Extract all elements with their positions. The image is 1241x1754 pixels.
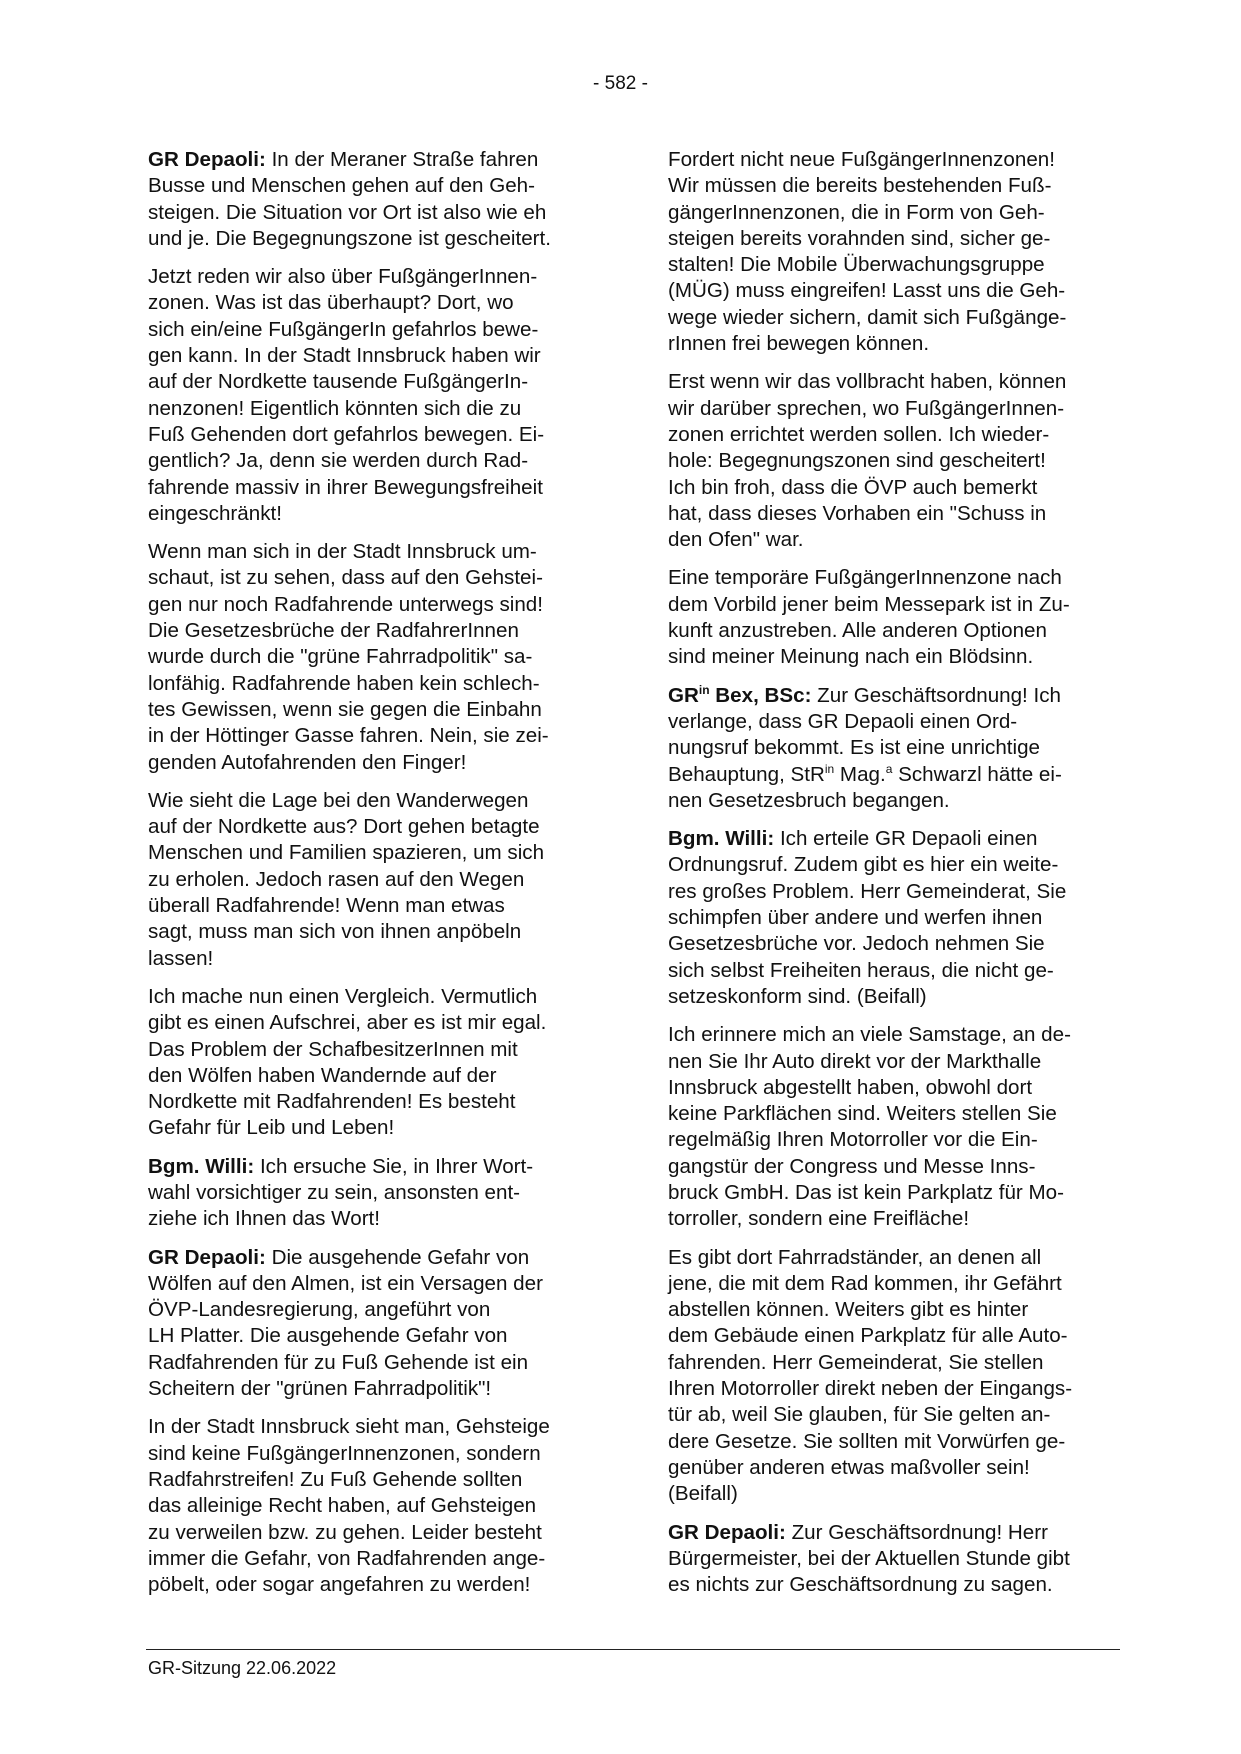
text-line: den Wölfen haben Wandernde auf der xyxy=(148,1063,497,1087)
text-line: Fuß Gehenden dort gefahrlos bewegen. Ei- xyxy=(148,422,545,446)
text-line: setzeskonform sind. (Beifall) xyxy=(668,984,927,1008)
text-line: Es gibt dort Fahrradständer, an denen all xyxy=(668,1245,1042,1269)
text-line: Ordnungsruf. Zudem gibt es hier ein weite- xyxy=(668,853,1059,877)
text-line: und je. Die Begegnungszone ist gescheitert. xyxy=(148,226,551,250)
text-line: (Beifall) xyxy=(668,1482,738,1506)
text-line: zu verweilen bzw. zu gehen. Leider besteht xyxy=(148,1520,542,1544)
text-line: Wenn man sich in der Stadt Innsbruck um- xyxy=(148,540,537,564)
page-number: - 582 - xyxy=(593,73,648,94)
text-line: gentlich? Ja, denn sie werden durch Rad- xyxy=(148,449,529,473)
text-line: schaut, ist zu sehen, dass auf den Gehstei- xyxy=(148,566,543,590)
text-line: auf der Nordkette tausende FußgängerIn- xyxy=(148,370,529,394)
text-line: rInnen frei bewegen können. xyxy=(668,332,930,356)
footer-session-date: GR-Sitzung 22.06.2022 xyxy=(148,1658,337,1678)
text-line: schimpfen über andere und werfen ihnen xyxy=(668,906,1043,930)
text-line: steigen. Die Situation vor Ort ist also wie eh xyxy=(148,200,547,224)
text-line: in der Höttinger Gasse fahren. Nein, sie zei- xyxy=(148,724,549,748)
text-line: dere Gesetze. Sie sollten mit Vorwürfen ge- xyxy=(668,1429,1066,1453)
text-line: Ich erinnere mich an viele Samstage, an de- xyxy=(668,1023,1071,1047)
text-line: sich selbst Freiheiten heraus, die nicht ge- xyxy=(668,958,1054,982)
text-line: verlange, dass GR Depaoli einen Ord- xyxy=(668,709,1018,733)
text-line: Ihren Motorroller direkt neben der Eingangs- xyxy=(668,1377,1073,1401)
text-line: nen Gesetzesbruch begangen. xyxy=(668,788,950,812)
text-line: zonen. Was ist das überhaupt? Dort, wo xyxy=(148,291,514,315)
paragraph xyxy=(148,264,590,527)
paragraph xyxy=(668,147,1110,357)
paragraph xyxy=(668,826,1110,1010)
text-line: Ich mache nun einen Vergleich. Vermutlich xyxy=(148,984,538,1008)
text-line: lassen! xyxy=(148,946,214,970)
text-line: sind keine FußgängerInnenzonen, sondern xyxy=(148,1441,541,1465)
text-line: Nordkette mit Radfahrenden! Es besteht xyxy=(148,1090,516,1114)
text-line: Zur Geschäftsordnung! Herr xyxy=(785,1520,1048,1544)
text-line: gängerInnenzonen, die in Form von Geh- xyxy=(668,200,1045,224)
text-line: Wölfen auf den Almen, ist ein Versagen der xyxy=(148,1271,543,1295)
text-line: Eine temporäre FußgängerInnenzone nach xyxy=(668,566,1062,590)
text-line: pöbelt, oder sogar angefahren zu werden! xyxy=(148,1573,531,1597)
text-line: genüber anderen etwas maßvoller sein! xyxy=(668,1455,1030,1479)
text-line: (MÜG) muss eingreifen! Lasst uns die Geh- xyxy=(668,279,1066,303)
text-line: Radfahrenden für zu Fuß Gehende ist ein xyxy=(148,1350,529,1374)
text-line: In der Stadt Innsbruck sieht man, Gehsteige xyxy=(148,1415,550,1439)
text-line: Innsbruck abgestellt haben, obwohl dort xyxy=(668,1075,1033,1099)
text-line: nungsruf bekommt. Es ist eine unrichtige xyxy=(668,736,1041,760)
speaker-label: GR Depaoli: xyxy=(148,1245,266,1269)
text-line: Scheitern der "grünen Fahrradpolitik"! xyxy=(148,1377,492,1401)
text-line: steigen bereits vorahnden sind, sicher ge- xyxy=(668,226,1051,250)
text-line: Radfahrstreifen! Zu Fuß Gehende sollten xyxy=(148,1467,523,1491)
paragraph xyxy=(148,147,590,252)
text-line: Behauptung, StR xyxy=(668,762,825,786)
text-line: Fordert nicht neue FußgängerInnenzonen! xyxy=(668,148,1055,171)
text-line: keine Parkflächen sind. Weiters stellen Sie xyxy=(668,1102,1057,1126)
text-line: ziehe ich Ihnen das Wort! xyxy=(148,1207,381,1231)
text-line: dem Vorbild jener beim Messepark ist in Zu- xyxy=(668,592,1070,616)
text-line: genden Autofahrenden den Finger! xyxy=(148,750,467,774)
speaker-label: Bgm. Willi: xyxy=(148,1154,255,1178)
text-line: auf der Nordkette aus? Dort gehen betagte xyxy=(148,815,540,839)
text-line: Wir müssen die bereits bestehenden Fuß- xyxy=(668,174,1052,198)
text-line: fahrenden. Herr Gemeinderat, Sie stellen xyxy=(668,1350,1044,1374)
paragraph xyxy=(148,1245,590,1403)
text-line: regelmäßig Ihren Motorroller vor die Ein- xyxy=(668,1128,1038,1152)
text-line: bruck GmbH. Das ist kein Parkplatz für Mo- xyxy=(668,1180,1064,1204)
text-line: gen kann. In der Stadt Innsbruck haben wir xyxy=(148,344,541,368)
text-line: Ich erteile GR Depaoli einen xyxy=(774,827,1038,851)
text-line: zonen errichtet werden sollen. Ich wieder- xyxy=(668,422,1050,446)
text-line: nenzonen! Eigentlich könnten sich die zu xyxy=(148,396,522,420)
speaker-label: GR Depaoli: xyxy=(148,148,266,171)
speaker-label: $GR^{in}$ Bex, BSc: xyxy=(668,682,812,707)
text-line: jene, die mit dem Rad kommen, ihr Gefährt xyxy=(668,1271,1062,1295)
speaker-label: GR Depaoli: xyxy=(668,1520,786,1544)
text-line: wahl vorsichtiger zu sein, ansonsten ent- xyxy=(148,1180,521,1204)
paragraph: $GR^{in}$ Bex, BSc: Zur Geschäftsordnung! Ich verlange, dass GR Depaoli einen Ord- nungsruf bekommt. Es ist eine unrichtige Behauptung, StR$^{in}$ Mag.$^a$ Schwarzl hätte ei- nen Gesetzesbruch begangen. xyxy=(668,683,1110,814)
text-line: zu erholen. Jedoch rasen auf den Wegen xyxy=(148,867,525,891)
paragraph xyxy=(148,539,590,776)
text-line: Ich bin froh, dass die ÖVP auch bemerkt xyxy=(668,475,1038,499)
text-line: Erst wenn wir das vollbracht haben, können xyxy=(668,370,1067,394)
text-line: stalten! Die Mobile Überwachungsgruppe xyxy=(668,253,1045,277)
text-line: gangstür der Congress und Messe Inns- xyxy=(668,1154,1036,1178)
footer-divider xyxy=(146,1649,1120,1650)
text-line: dem Gebäude einen Parkplatz für alle Auto- xyxy=(668,1324,1068,1348)
text-line: Jetzt reden wir also über FußgängerInnen- xyxy=(148,265,538,289)
text-line: wurde durch die "grüne Fahrradpolitik" sa- xyxy=(148,645,533,669)
right-column xyxy=(668,147,1110,1610)
text-line: Die Gesetzesbrüche der RadfahrerInnen xyxy=(148,619,519,643)
text-line: Gesetzesbrüche vor. Jedoch nehmen Sie xyxy=(668,932,1045,956)
text-line: Zur Geschäftsordnung! Ich xyxy=(811,683,1061,707)
text-line: Das Problem der SchafbesitzerInnen mit xyxy=(148,1037,518,1061)
text-line: abstellen können. Weiters gibt es hinter xyxy=(668,1298,1029,1322)
text-line: sagt, muss man sich von ihnen anpöbeln xyxy=(148,920,522,944)
text-line: wir darüber sprechen, wo FußgängerInnen- xyxy=(668,396,1065,420)
text-line: gen nur noch Radfahrende unterwegs sind! xyxy=(148,592,543,616)
paragraph xyxy=(668,369,1110,553)
text-line: immer die Gefahr, von Radfahrenden ange- xyxy=(148,1546,546,1570)
text-line: überall Radfahrende! Wenn man etwas xyxy=(148,894,505,918)
text-line: gibt es einen Aufschrei, aber es ist mir egal. xyxy=(148,1011,547,1035)
paragraph xyxy=(148,1414,590,1598)
text-line: das alleinige Recht haben, auf Gehsteigen xyxy=(148,1494,537,1518)
text-line: torroller, sondern eine Freifläche! xyxy=(668,1207,970,1231)
text-line: hat, dass dieses Vorhaben ein "Schuss in xyxy=(668,501,1047,525)
text-line: lonfähig. Radfahrende haben kein schlech- xyxy=(148,671,540,695)
text-line: nen Sie Ihr Auto direkt vor der Markthalle xyxy=(668,1049,1042,1073)
text-line: hole: Begegnungszonen sind gescheitert! xyxy=(668,449,1046,473)
text-line: Menschen und Familien spazieren, um sich xyxy=(148,841,545,865)
text-line: Bürgermeister, bei der Aktuellen Stunde gibt xyxy=(668,1546,1070,1570)
text-line: sich ein/eine FußgängerIn gefahrlos bewe- xyxy=(148,317,539,341)
speaker-label: Bgm. Willi: xyxy=(668,827,775,851)
paragraph xyxy=(148,1154,590,1233)
text-line: Busse und Menschen gehen auf den Geh- xyxy=(148,174,535,198)
text-line: wege wieder sichern, damit sich Fußgänge- xyxy=(668,305,1067,329)
paragraph xyxy=(668,1520,1110,1599)
paragraph xyxy=(668,565,1110,670)
text-line: Ich ersuche Sie, in Ihrer Wort- xyxy=(254,1154,534,1178)
text-line: den Ofen" war. xyxy=(668,528,804,552)
left-column xyxy=(148,147,590,1610)
text-line: fahrende massiv in ihrer Bewegungsfreiheit xyxy=(148,475,543,499)
text-line: tür ab, weil Sie glauben, für Sie gelten an- xyxy=(668,1403,1051,1427)
paragraph xyxy=(148,788,590,972)
text-line: res großes Problem. Herr Gemeinderat, Sie xyxy=(668,879,1067,903)
text-line: Gefahr für Leib und Leben! xyxy=(148,1116,395,1140)
text-line: In der Meraner Straße fahren xyxy=(265,148,539,171)
text-line: eingeschränkt! xyxy=(148,501,282,525)
text-line: Wie sieht die Lage bei den Wanderwegen xyxy=(148,788,529,812)
paragraph xyxy=(668,1245,1110,1508)
text-line: Die ausgehende Gefahr von xyxy=(265,1245,530,1269)
text-line: kunft anzustreben. Alle anderen Optionen xyxy=(668,619,1047,643)
text-line: sind meiner Meinung nach ein Blödsinn. xyxy=(668,645,1034,669)
text-line: es nichts zur Geschäftsordnung zu sagen. xyxy=(668,1573,1053,1597)
text-line: tes Gewissen, wenn sie gegen die Einbahn xyxy=(148,697,542,721)
text-line: ÖVP-Landesregierung, angeführt von xyxy=(148,1298,491,1322)
paragraph xyxy=(148,984,590,1142)
paragraph xyxy=(668,1022,1110,1232)
text-line: LH Platter. Die ausgehende Gefahr von xyxy=(148,1324,508,1348)
